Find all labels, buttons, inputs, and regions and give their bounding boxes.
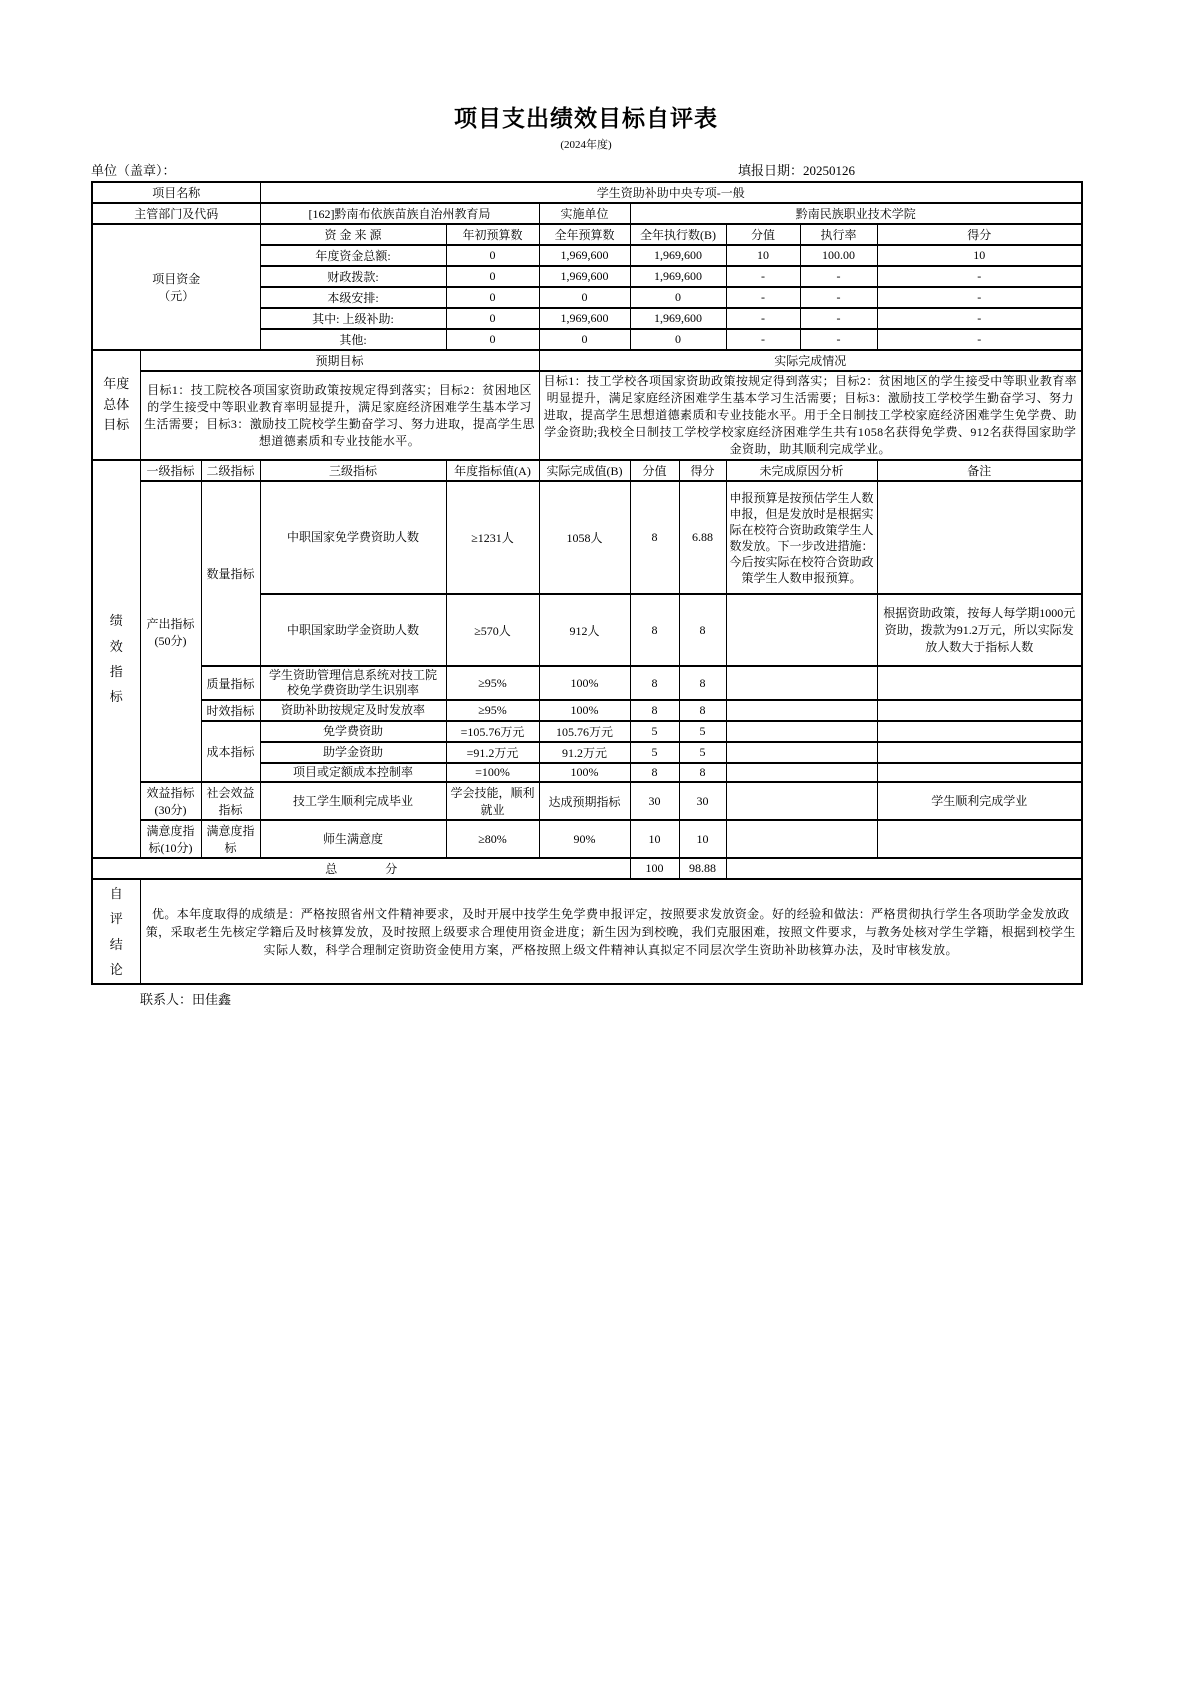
- funding-score-value: -: [726, 266, 800, 287]
- contact-person: 联系人：田佳鑫: [140, 992, 232, 1008]
- indicator-target: ≥80%: [446, 820, 539, 858]
- indicator-note: 学生顺利完成学业: [877, 782, 1082, 820]
- funding-exec-rate: -: [800, 287, 877, 308]
- total-score-label: 总 分: [92, 858, 630, 879]
- indicator-score: 8: [679, 594, 726, 666]
- funding-score-value: -: [726, 287, 800, 308]
- funding-annual: 1,969,600: [539, 266, 630, 287]
- indicator-score-value: 8: [630, 666, 679, 700]
- funding-annual: 0: [539, 287, 630, 308]
- table-row: [92, 721, 1082, 742]
- table-row: [92, 203, 1082, 224]
- indicator-header-reason: 未完成原因分析: [726, 460, 877, 481]
- indicator-actual: 100%: [539, 763, 630, 782]
- table-row: [92, 700, 1082, 721]
- funding-score: -: [877, 329, 1082, 350]
- l2-social-benefit-indicator: 社会效益指标: [201, 782, 260, 820]
- indicator-target: 学会技能，顺利就业: [446, 782, 539, 820]
- indicator-score: 5: [679, 742, 726, 763]
- indicator-target: ≥1231人: [446, 481, 539, 594]
- indicator-score-value: 8: [630, 481, 679, 594]
- funding-annual: 1,969,600: [539, 245, 630, 266]
- l1-benefit-indicator: 效益指标(30分): [140, 782, 201, 820]
- indicator-target: ≥570人: [446, 594, 539, 666]
- table-row: [92, 350, 1082, 371]
- funding-header-source: 资 金 来 源: [260, 224, 446, 245]
- l2-satisfaction-indicator: 满意度指标: [201, 820, 260, 858]
- l3-indicator: 项目或定额成本控制率: [260, 763, 446, 782]
- evaluation-table: [91, 181, 1083, 985]
- l3-indicator: 技工学生顺利完成毕业: [260, 782, 446, 820]
- funding-executed: 0: [630, 287, 726, 308]
- self-evaluation-form: [91, 0, 1081, 1008]
- indicator-actual: 100%: [539, 700, 630, 721]
- unit-seal-label: 单位（盖章）：: [91, 163, 176, 178]
- funding-exec-rate: -: [800, 308, 877, 329]
- page-subtitle: (2024年度): [560, 139, 612, 151]
- impl-unit-label: 实施单位: [539, 203, 630, 224]
- indicator-header-actual: 实际完成值(B): [539, 460, 630, 481]
- indicator-score-value: 8: [630, 594, 679, 666]
- funding-row-name: 财政拨款:: [260, 266, 446, 287]
- indicator-score: 5: [679, 721, 726, 742]
- indicator-note: 根据资助政策，按每人每学期1000元资助，拨款为91.2万元，所以实际发放人数大于指标人数: [877, 594, 1082, 666]
- table-row: [92, 782, 1082, 820]
- l3-indicator: 资助补助按规定及时发放率: [260, 700, 446, 721]
- indicator-note: [877, 481, 1082, 594]
- funding-score: -: [877, 266, 1082, 287]
- indicator-reason: [726, 594, 877, 666]
- table-row: [92, 481, 1082, 594]
- actual-completion-header: 实际完成情况: [539, 350, 1082, 371]
- indicator-score-value: 5: [630, 721, 679, 742]
- indicator-actual: 1058人: [539, 481, 630, 594]
- indicator-score: 8: [679, 666, 726, 700]
- l3-indicator: 免学费资助: [260, 721, 446, 742]
- indicator-reason: [726, 700, 877, 721]
- conclusion-text: 优。本年度取得的成绩是：严格按照省州文件精神要求，及时开展中技学生免学费申报评定，按照要求发放资金。好的经验和做法：严格贯彻执行学生各项助学金发放政策，采取老生先核定学籍后及时核算发放，及时按照上级要求合理使用资金进度；新生因为到校晚，我们克服困难，按照文件要求，与教务处核对学生学籍，根据到校学生实际人数，科学合理制定资助资金使用方案，严格按照上级文件精神认真拟定不同层次学生资助补助核算办法，及时审核发放。: [140, 879, 1082, 984]
- performance-indicator-section-label: 绩效指标: [92, 460, 140, 858]
- table-row: [92, 460, 1082, 481]
- indicator-header-l3: 三级指标: [260, 460, 446, 481]
- indicator-score-value: 8: [630, 700, 679, 721]
- indicator-header-target: 年度指标值(A): [446, 460, 539, 481]
- funding-score-value: -: [726, 308, 800, 329]
- funding-exec-rate: 100.00: [800, 245, 877, 266]
- conclusion-label: 自评结论: [92, 879, 140, 984]
- indicator-actual: 91.2万元: [539, 742, 630, 763]
- funding-initial: 0: [446, 266, 539, 287]
- table-row: [92, 820, 1082, 858]
- table-row: [92, 371, 1082, 460]
- indicator-score: 6.88: [679, 481, 726, 594]
- funding-header-exec-rate: 执行率: [800, 224, 877, 245]
- funding-annual: 0: [539, 329, 630, 350]
- indicator-reason: [726, 721, 877, 742]
- l3-indicator: 中职国家助学金资助人数: [260, 594, 446, 666]
- funding-section-label-text: 项目资金: [152, 272, 201, 286]
- indicator-score-value: 5: [630, 742, 679, 763]
- total-score-empty-cell: [726, 858, 1082, 879]
- funding-initial: 0: [446, 287, 539, 308]
- indicator-score: 8: [679, 700, 726, 721]
- funding-score: -: [877, 308, 1082, 329]
- l2-quantity-indicator: 数量指标: [201, 481, 260, 666]
- indicator-score: 30: [679, 782, 726, 820]
- impl-unit-value: 黔南民族职业技术学院: [630, 203, 1082, 224]
- indicator-target: =91.2万元: [446, 742, 539, 763]
- expected-goals-header: 预期目标: [140, 350, 539, 371]
- table-row: [92, 182, 1082, 203]
- l3-indicator: 中职国家免学费资助人数: [260, 481, 446, 594]
- funding-header-annual: 全年预算数: [539, 224, 630, 245]
- funding-exec-rate: -: [800, 266, 877, 287]
- funding-row-name: 年度资金总额:: [260, 245, 446, 266]
- indicator-actual: 90%: [539, 820, 630, 858]
- indicator-header-l1: 一级指标: [140, 460, 201, 481]
- project-name-value: 学生资助补助中央专项-一般: [260, 182, 1082, 203]
- dept-value: [162]黔南布依族苗族自治州教育局: [260, 203, 539, 224]
- indicator-note: [877, 742, 1082, 763]
- indicator-reason: 申报预算是按预估学生人数申报，但是发放时是根据实际在校符合资助政策学生人数发放。下一步改进措施：今后按实际在校符合资助政策学生人数申报预算。: [726, 481, 877, 594]
- indicator-note: [877, 700, 1082, 721]
- l2-quality-indicator: 质量指标: [201, 666, 260, 700]
- indicator-target: ≥95%: [446, 700, 539, 721]
- funding-executed: 1,969,600: [630, 308, 726, 329]
- funding-header-score: 得分: [877, 224, 1082, 245]
- indicator-score: 10: [679, 820, 726, 858]
- indicator-score-value: 10: [630, 820, 679, 858]
- indicator-reason: [726, 763, 877, 782]
- table-row: [92, 224, 1082, 245]
- indicator-score: 8: [679, 763, 726, 782]
- funding-executed: 1,969,600: [630, 245, 726, 266]
- l2-cost-indicator: 成本指标: [201, 721, 260, 782]
- funding-section-unit-text: （元）: [158, 289, 195, 303]
- funding-score-value: -: [726, 329, 800, 350]
- indicator-header-score: 得分: [679, 460, 726, 481]
- indicator-reason: [726, 820, 877, 858]
- indicator-actual: 100%: [539, 666, 630, 700]
- indicator-target: ≥95%: [446, 666, 539, 700]
- annual-goals-label: 年度总体目标: [92, 350, 140, 460]
- report-date: 填报日期：20250126: [738, 163, 856, 178]
- l1-output-indicator: 产出指标(50分): [140, 481, 201, 782]
- l2-time-indicator: 时效指标: [201, 700, 260, 721]
- funding-header-score-value: 分值: [726, 224, 800, 245]
- indicator-reason: [726, 782, 877, 820]
- indicator-target: =100%: [446, 763, 539, 782]
- funding-header-initial: 年初预算数: [446, 224, 539, 245]
- total-score: 98.88: [679, 858, 726, 879]
- funding-row-name: 其中: 上级补助:: [260, 308, 446, 329]
- funding-row-name: 本级安排:: [260, 287, 446, 308]
- table-row: [92, 666, 1082, 700]
- indicator-reason: [726, 742, 877, 763]
- indicator-score-value: 8: [630, 763, 679, 782]
- indicator-header-note: 备注: [877, 460, 1082, 481]
- actual-completion-text: 目标1：技工学校各项国家资助政策按规定得到落实；目标2：贫困地区的学生接受中等职业教育率明显提升，满足家庭经济困难学生基本学习生活需要；目标3：激励技工学校学生勤奋学习、努力进取，提高学生思想道德素质和专业技能水平。用于全日制技工学校家庭经济困难学生免学费、助学金资助;我校全日制技工学校学校家庭经济困难学生共有1058名获得免学费、912名获得国家助学金资助，助其顺利完成学业。: [539, 371, 1082, 460]
- funding-initial: 0: [446, 308, 539, 329]
- table-row: [92, 858, 1082, 879]
- project-name-label: 项目名称: [92, 182, 260, 203]
- indicator-target: =105.76万元: [446, 721, 539, 742]
- funding-executed: 1,969,600: [630, 266, 726, 287]
- funding-annual: 1,969,600: [539, 308, 630, 329]
- meta-row: [91, 160, 1081, 178]
- indicator-note: [877, 763, 1082, 782]
- dept-label: 主管部门及代码: [92, 203, 260, 224]
- l3-indicator: 助学金资助: [260, 742, 446, 763]
- funding-score: 10: [877, 245, 1082, 266]
- indicator-note: [877, 820, 1082, 858]
- indicator-header-l2: 二级指标: [201, 460, 260, 481]
- indicator-score-value: 30: [630, 782, 679, 820]
- funding-score: -: [877, 287, 1082, 308]
- funding-exec-rate: -: [800, 329, 877, 350]
- l1-satisfaction-indicator: 满意度指标(10分): [140, 820, 201, 858]
- table-row: [92, 879, 1082, 984]
- l3-indicator: 师生满意度: [260, 820, 446, 858]
- expected-goals-text: 目标1：技工院校各项国家资助政策按规定得到落实；目标2：贫困地区的学生接受中等职业教育率明显提升，满足家庭经济困难学生基本学习生活需要；目标3：激励技工院校学生勤奋学习、努力进取，提高学生思想道德素质和专业技能水平。: [140, 371, 539, 460]
- funding-row-name: 其他:: [260, 329, 446, 350]
- indicator-header-score-value: 分值: [630, 460, 679, 481]
- funding-initial: 0: [446, 245, 539, 266]
- indicator-actual: 105.76万元: [539, 721, 630, 742]
- total-score-value: 100: [630, 858, 679, 879]
- indicator-note: [877, 721, 1082, 742]
- l3-indicator: 学生资助管理信息系统对技工院校免学费资助学生识别率: [260, 666, 446, 700]
- indicator-actual: 达成预期指标: [539, 782, 630, 820]
- indicator-actual: 912人: [539, 594, 630, 666]
- funding-executed: 0: [630, 329, 726, 350]
- funding-section-label: [92, 224, 260, 350]
- funding-header-executed: 全年执行数(B): [630, 224, 726, 245]
- funding-score-value: 10: [726, 245, 800, 266]
- indicator-note: [877, 666, 1082, 700]
- funding-initial: 0: [446, 329, 539, 350]
- indicator-reason: [726, 666, 877, 700]
- page-title: 项目支出绩效目标自评表: [454, 106, 718, 131]
